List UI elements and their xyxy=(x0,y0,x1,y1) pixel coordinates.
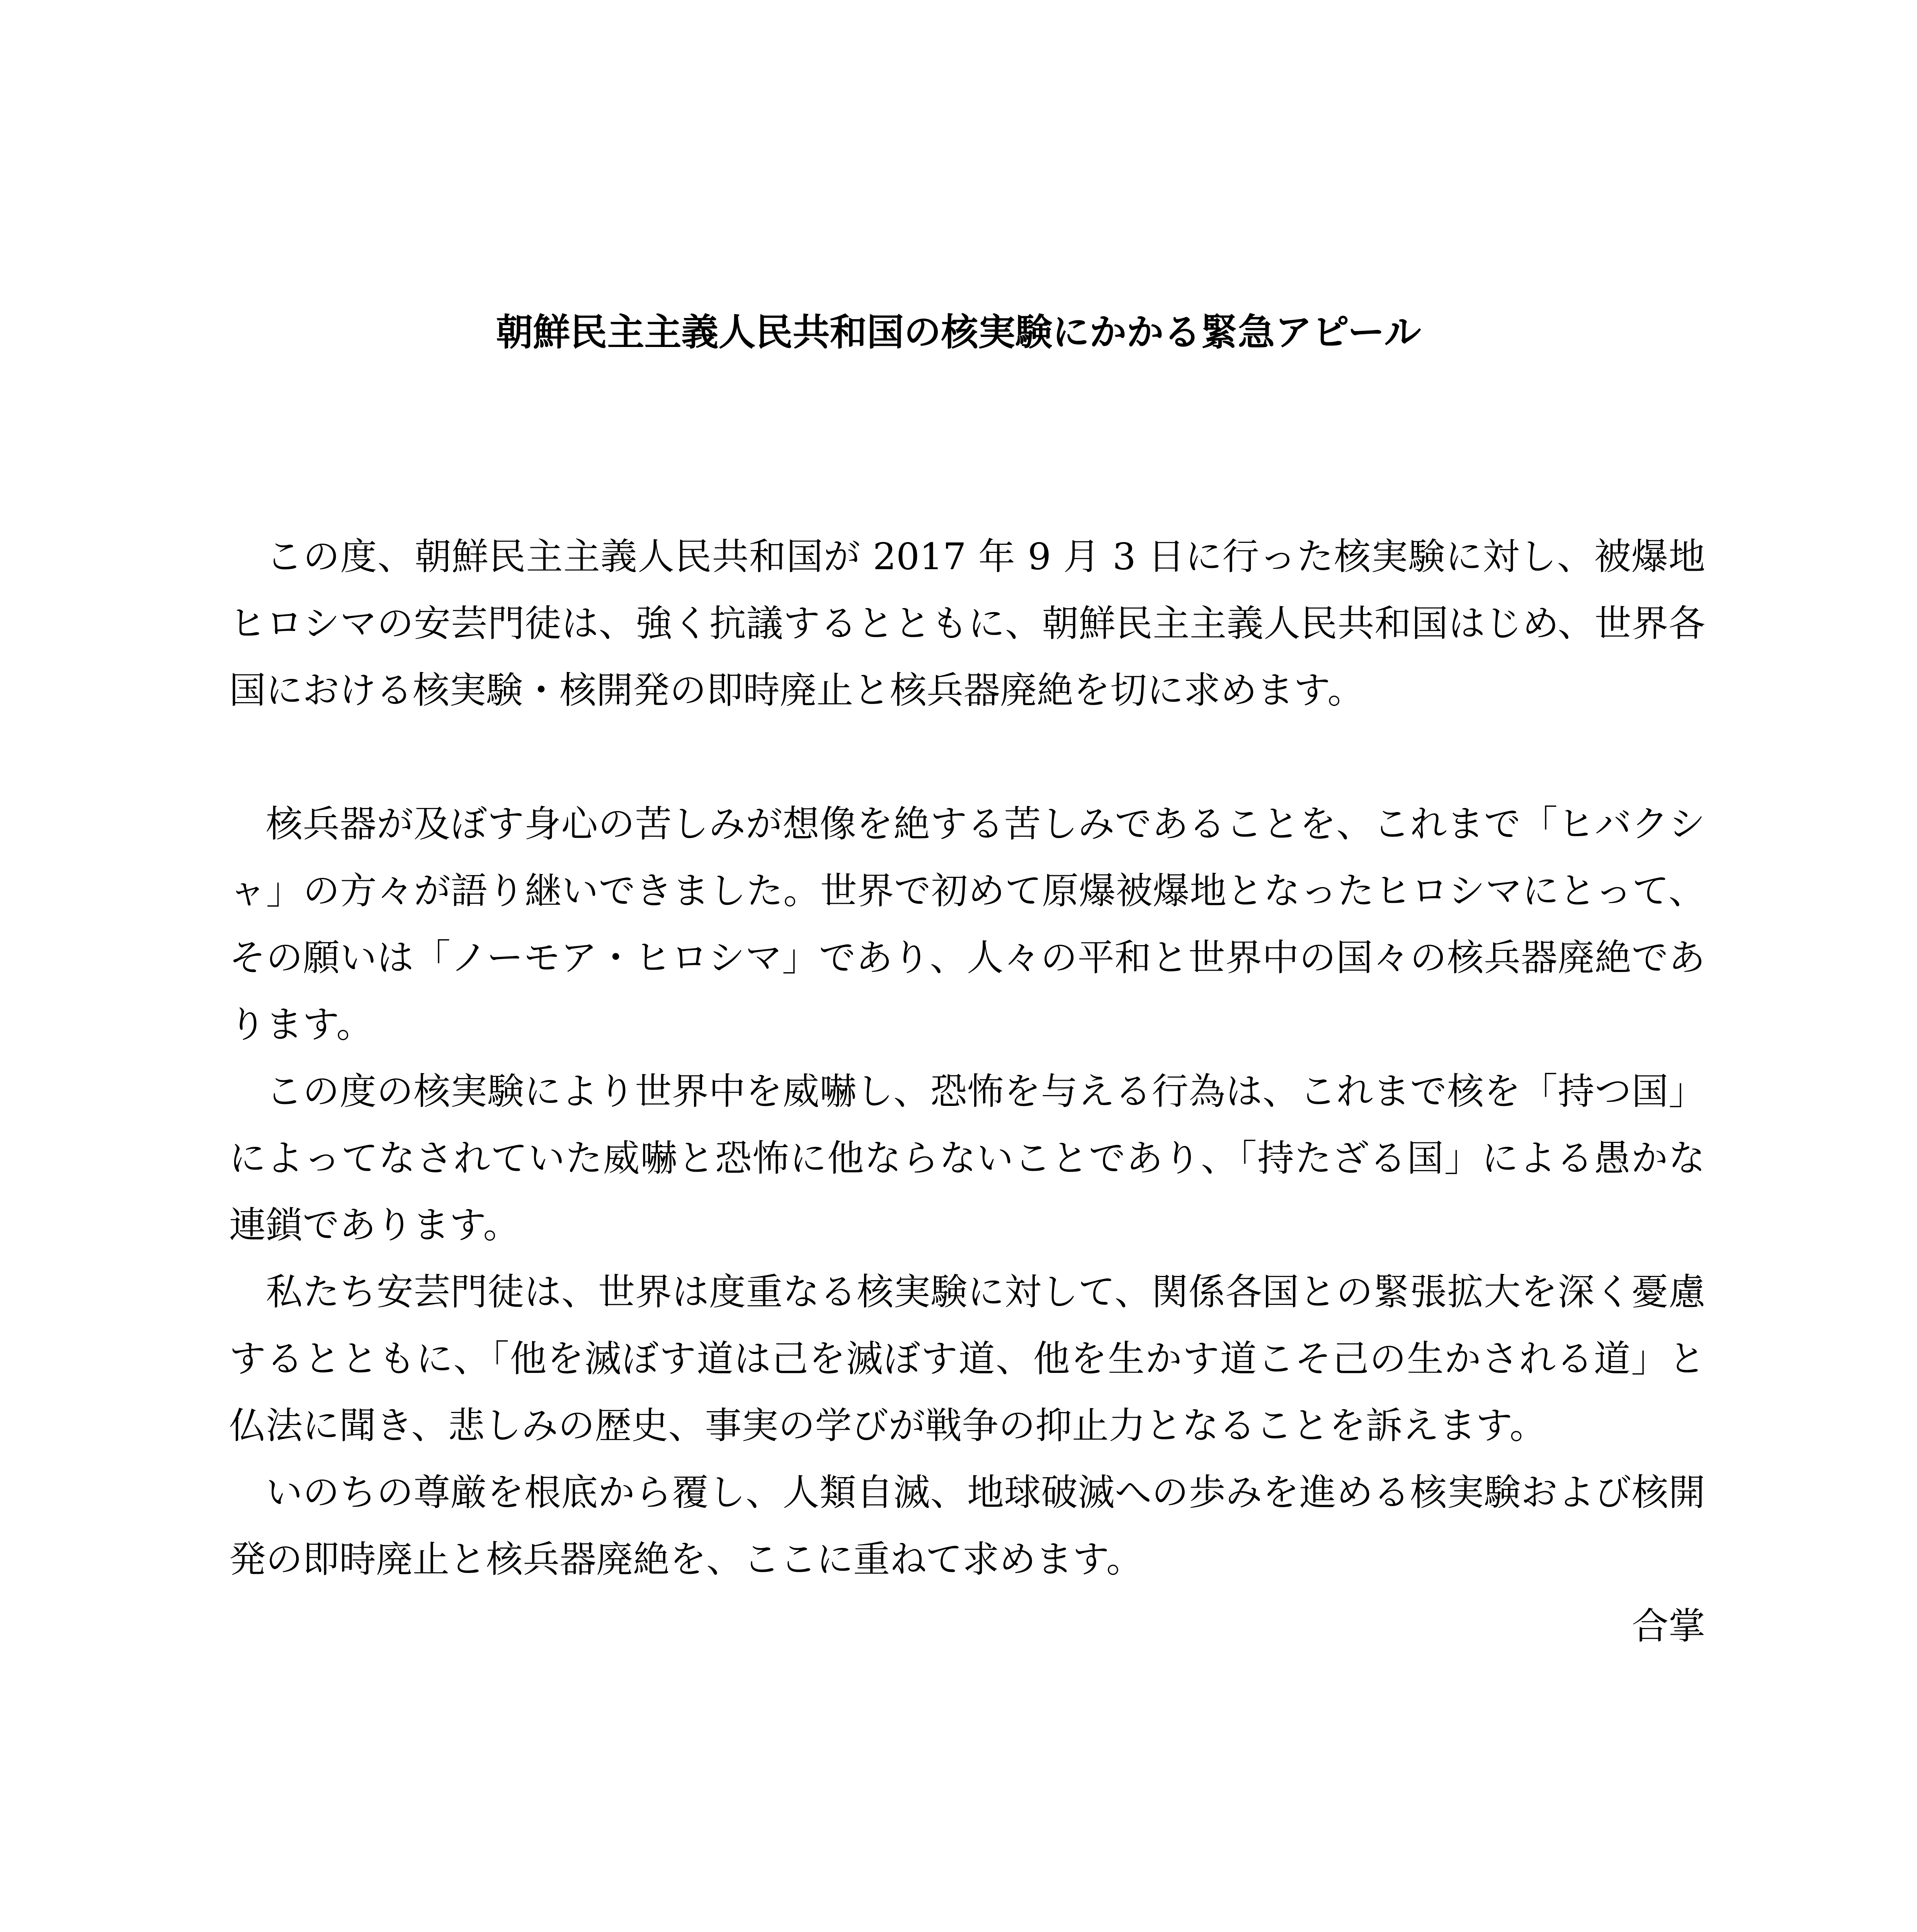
paragraph-3: この度の核実験により世界中を威嚇し、恐怖を与える行為は、これまで核を「持つ国」によってなされていた威嚇と恐怖に他ならないことであり、「持たざる国」による愚かな連鎖であります。 xyxy=(229,1070,1705,1247)
document-body xyxy=(229,524,1705,1660)
paragraph-2: 核兵器が及ぼす身心の苦しみが想像を絶する苦しみであることを、これまで「ヒバクシャ」の方々が語り継いできました。世界で初めて原爆被爆地となったヒロシマにとって、その願いは「ノーモア・ヒロシマ」であり、人々の平和と世界中の国々の核兵器廃絶であります。 xyxy=(229,803,1705,1046)
paragraph-gap xyxy=(229,724,1705,791)
closing-word: 合掌 xyxy=(1631,1605,1705,1648)
document-title: 朝鮮民主主義人民共和国の核実験にかかる緊急アピール xyxy=(496,311,1421,354)
paragraph-5: いのちの尊厳を根底から覆し、人類自滅、地球破滅への歩みを進める核実験および核開発の即時廃止と核兵器廃絶を、ここに重ねて求めます。 xyxy=(229,1471,1705,1581)
paragraph-1: この度、朝鮮民主主義人民共和国が 2017 年 9 月 3 日に行った核実験に対し、被爆地ヒロシマの安芸門徒は、強く抗議するとともに、朝鮮民主主義人民共和国はじめ、世界各国における核実験・核開発の即時廃止と核兵器廃絶を切に求めます。 xyxy=(229,536,1705,712)
paragraph-4: 私たち安芸門徒は、世界は度重なる核実験に対して、関係各国との緊張拡大を深く憂慮するとともに、「他を滅ぼす道は己を滅ぼす道、他を生かす道こそ己の生かされる道」と仏法に聞き、悲しみの歴史、事実の学びが戦争の抑止力となることを訴えます。 xyxy=(229,1271,1705,1447)
